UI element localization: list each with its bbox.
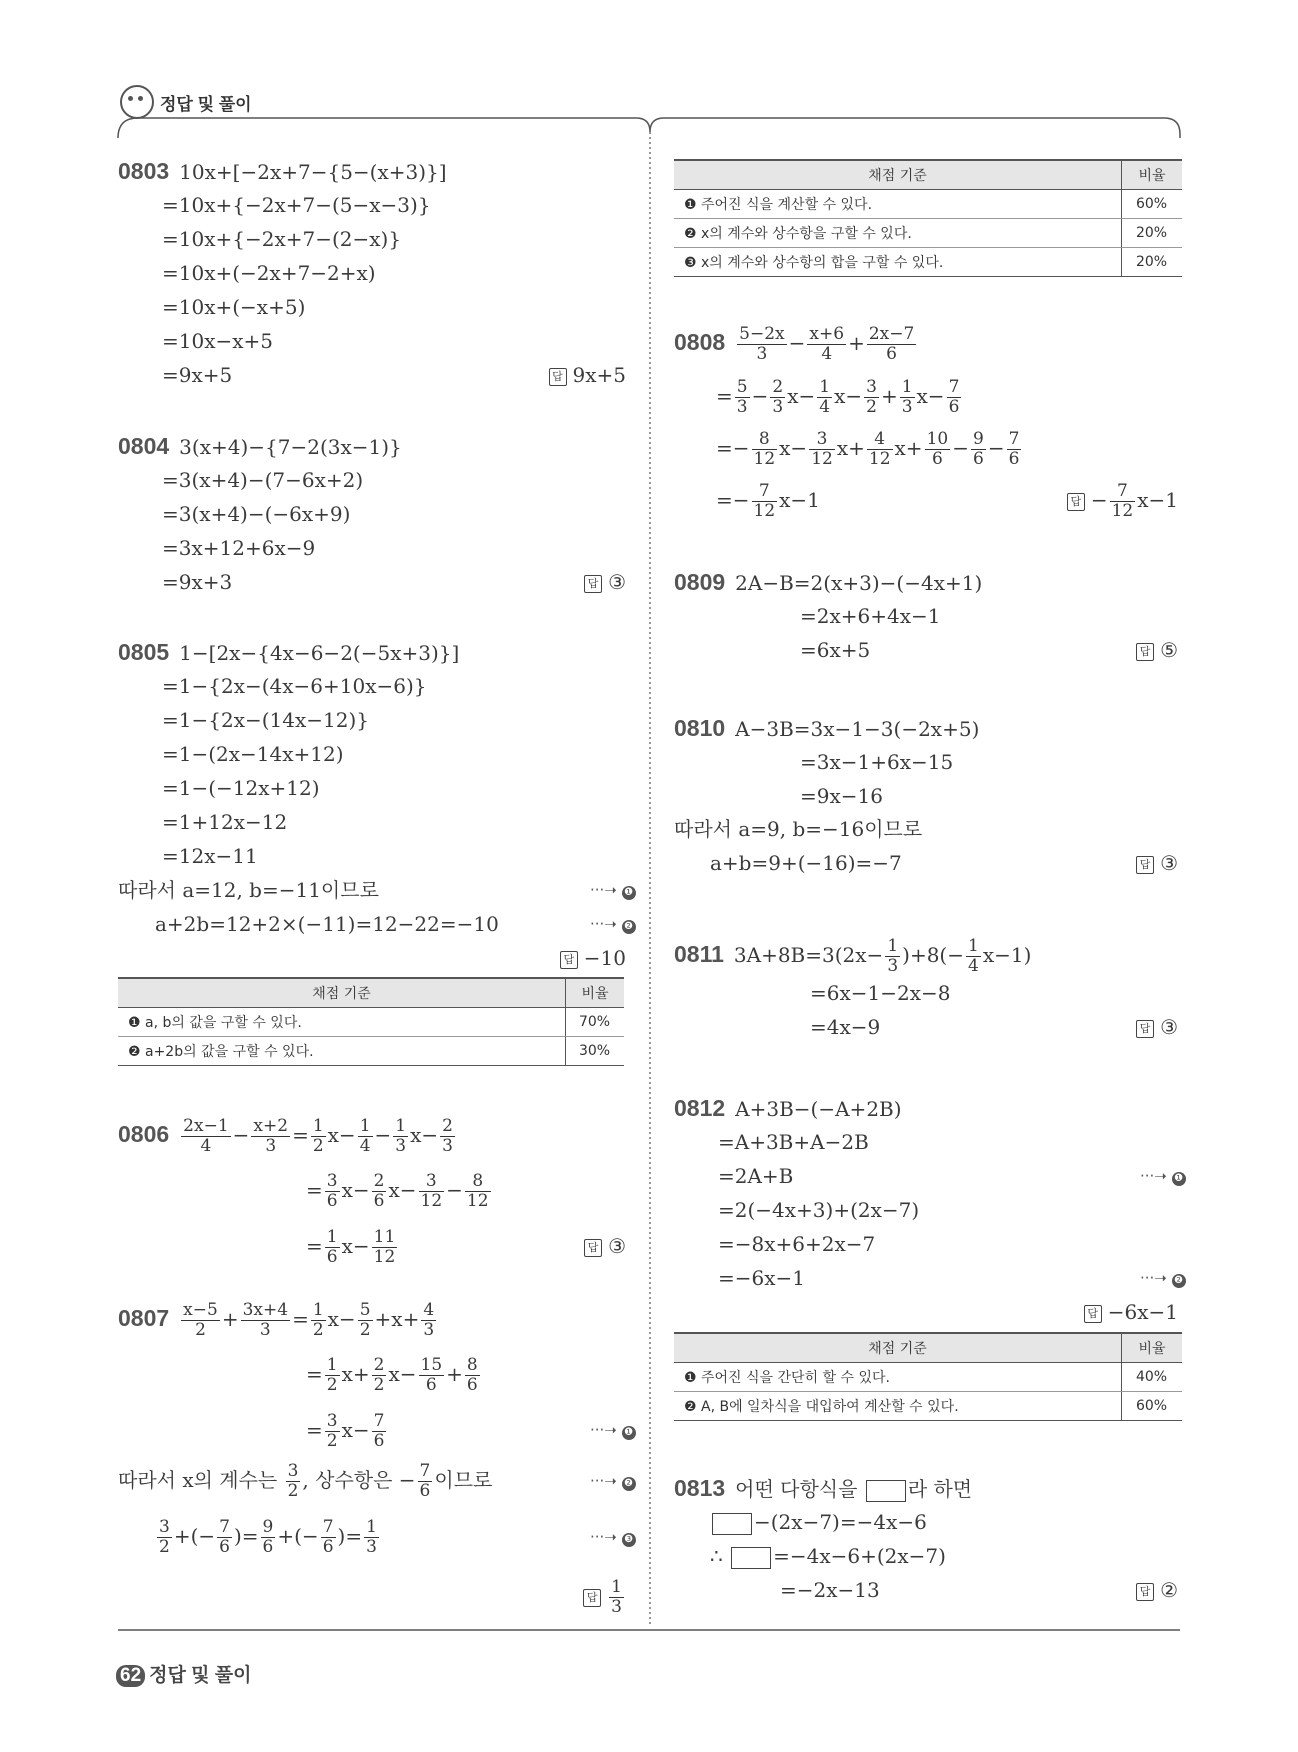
- answer-value: ③: [608, 1234, 626, 1258]
- expr-line: = $\frac{1}{2}$ x+ $\frac{2}{2}$ x− $\frac{15}{6}$ + $\frac{8}{6}$: [306, 1355, 478, 1395]
- header-title: 정답 및 풀이: [160, 94, 252, 114]
- text-line: 따라서 x의 계수는 $\frac{3}{2}$ , 상수항은 − $\frac{7}{6}$ 이므로: [118, 1461, 493, 1501]
- problem-0808: [674, 318, 918, 366]
- step-marker-1: ···➝ ❶: [1140, 1167, 1186, 1186]
- text-line: 따라서 a=9, b=−16이므로: [674, 817, 923, 841]
- text-line: 어떤 다항식을: [735, 1477, 858, 1501]
- answer-0809: [1136, 634, 1178, 666]
- expr-line: 3A+8B=3(2x− $\frac{1}{3}$ )+8(− $\frac{1}{4}$ x−1): [733, 936, 1032, 976]
- expr-line: =3(x+4)−(−6x+9): [162, 502, 351, 526]
- expr-line: =− $\frac{8}{12}$ x− $\frac{3}{12}$ x+ $\frac{4}{12}$ x+ $\frac{10}{6}$ − $\frac{9}{6}$ − $\frac{7}{6}$: [716, 429, 1020, 469]
- problem-number: 0812: [674, 1095, 726, 1121]
- problem-0810: [674, 712, 979, 744]
- problem-0804: [118, 430, 402, 462]
- answer-0808: 답 − $\frac{7}{12}$ x−1: [1067, 476, 1178, 524]
- answer-value: ③: [1160, 1015, 1178, 1039]
- step-marker-3: ···➝ ❸: [590, 1528, 636, 1547]
- answer-value: −6x−1: [1107, 1300, 1178, 1324]
- blank-box: [866, 1480, 906, 1502]
- problem-0803: [118, 155, 447, 187]
- problem-number: 0813: [674, 1475, 726, 1501]
- text-line: 따라서 a=12, b=−11이므로: [118, 878, 379, 902]
- expr-line: =1−(2x−14x+12): [162, 742, 344, 766]
- answer-icon: 답: [1136, 856, 1154, 874]
- table-cell: ❷ a+2b의 값을 구할 수 있다.: [118, 1037, 566, 1066]
- table-header: 채점 기준: [674, 1333, 1122, 1363]
- step-marker-1: ···➝ ❶: [590, 881, 636, 900]
- expr-line: =2(−4x+3)+(2x−7): [718, 1198, 920, 1222]
- answer-icon: 답: [584, 575, 602, 593]
- answer-value: ③: [608, 570, 626, 594]
- answer-0810: [1136, 847, 1178, 879]
- expr-line: =−8x+6+2x−7: [718, 1232, 876, 1256]
- problem-0811: [674, 930, 1031, 978]
- answer-icon: 답: [1136, 1020, 1154, 1038]
- problem-0813: [674, 1472, 972, 1504]
- table-cell: ❶ a, b의 값을 구할 수 있다.: [118, 1008, 566, 1037]
- expr-line: 2A−B=2(x+3)−(−4x+1): [735, 571, 983, 595]
- problem-number: 0807: [118, 1305, 170, 1331]
- expr-line: =3(x+4)−(7−6x+2): [162, 468, 364, 492]
- expr-line: = $\frac{3}{6}$ x− $\frac{2}{6}$ x− $\frac{3}{12}$ − $\frac{8}{12}$: [306, 1171, 489, 1211]
- table-header: 비율: [1122, 160, 1183, 190]
- expr-line: =10x−x+5: [162, 329, 274, 353]
- expr-line: =3x−1+6x−15: [800, 750, 954, 774]
- text-line: a+b=9+(−16)=−7: [710, 851, 902, 875]
- answer-icon: 답: [584, 1239, 602, 1257]
- expr-line: =−2x−13: [780, 1578, 880, 1602]
- expr-line: $\frac{x-5}{2}$ + $\frac{3x+4}{3}$ = $\frac{1}{2}$ x− $\frac{5}{2}$ +x+ $\frac{4}{3}$: [183, 1300, 435, 1340]
- answer-icon: 답: [1067, 493, 1085, 511]
- expr-line: 10x+[−2x+7−{5−(x+3)}]: [179, 160, 447, 184]
- expr-line: =A+3B+A−2B: [718, 1130, 869, 1154]
- page-footer: [116, 1660, 251, 1687]
- answer-0807: 답 $\frac{1}{3}$: [583, 1572, 626, 1620]
- expr-line: =−6x−1: [718, 1266, 806, 1290]
- answer-icon: 답: [549, 368, 567, 386]
- expr-line: ∴ =−4x−6+(2x−7): [710, 1544, 946, 1568]
- table-header: 비율: [566, 978, 625, 1008]
- answer-value: ③: [1160, 851, 1178, 875]
- expr-line: = $\frac{3}{2}$ x− $\frac{7}{6}$: [306, 1411, 385, 1451]
- problem-0805: [118, 636, 459, 668]
- expr-line: A−3B=3x−1−3(−2x+5): [735, 717, 980, 741]
- problem-0809: [674, 566, 982, 598]
- expr-line: =12x−11: [162, 844, 258, 868]
- expr-line: =2A+B: [718, 1164, 794, 1188]
- table-cell: 30%: [566, 1037, 625, 1066]
- table-cell: ❶ 주어진 식을 계산할 수 있다.: [674, 190, 1122, 219]
- table-cell: 60%: [1122, 190, 1183, 219]
- expr-line: =6x+5: [800, 638, 871, 662]
- answer-0806: [584, 1230, 626, 1262]
- step-marker-2: ···➝ ❷: [590, 915, 636, 934]
- expr-line: $\frac{2x-1}{4}$ − $\frac{x+2}{3}$ = $\frac{1}{2}$ x− $\frac{1}{4}$ − $\frac{1}{3}$ x− $\frac{2}{3}$: [183, 1116, 453, 1156]
- blank-box: [712, 1513, 752, 1535]
- expr-line: =1+12x−12: [162, 810, 288, 834]
- expr-line: =6x−1−2x−8: [810, 981, 951, 1005]
- answer-0811: [1136, 1011, 1178, 1043]
- expr-line: = $\frac{1}{6}$ x− $\frac{11}{12}$: [306, 1227, 396, 1267]
- answer-icon: 답: [583, 1589, 601, 1607]
- expr-line: =9x+5: [162, 363, 233, 387]
- answer-icon: 답: [1136, 1583, 1154, 1601]
- expr-line: =3x+12+6x−9: [162, 536, 316, 560]
- step-marker-2: ···➝ ❷: [590, 1472, 636, 1491]
- table-header: 채점 기준: [118, 978, 566, 1008]
- footer-title: 정답 및 풀이: [149, 1665, 252, 1686]
- table-cell: 40%: [1122, 1363, 1183, 1392]
- answer-0803: [549, 359, 627, 391]
- answer-0813: [1136, 1574, 1178, 1606]
- text-line: a+2b=12+2×(−11)=12−22=−10: [155, 912, 499, 936]
- problem-number: 0806: [118, 1121, 170, 1147]
- expr-line: =1−{2x−(4x−6+10x−6)}: [162, 674, 427, 698]
- problem-0812: [674, 1092, 902, 1124]
- table-cell: 70%: [566, 1008, 625, 1037]
- answer-value: 9x+5: [572, 363, 626, 387]
- expr-line: =10x+{−2x+7−(2−x)}: [162, 227, 402, 251]
- expr-line: A+3B−(−A+2B): [735, 1097, 902, 1121]
- table-cell: 60%: [1122, 1392, 1183, 1421]
- scoring-table-0807: [674, 159, 1182, 277]
- problem-number: 0811: [674, 941, 724, 967]
- answer-0812: [1084, 1296, 1178, 1328]
- problem-number: 0810: [674, 715, 726, 741]
- table-cell: ❶ 주어진 식을 간단히 할 수 있다.: [674, 1363, 1122, 1392]
- step-marker-1: ···➝ ❶: [590, 1421, 636, 1440]
- answer-icon: 답: [1084, 1305, 1102, 1323]
- problem-0807: [118, 1294, 438, 1342]
- table-cell: 20%: [1122, 248, 1183, 277]
- table-cell: ❸ x의 계수와 상수항의 합을 구할 수 있다.: [674, 248, 1122, 277]
- table-cell: ❷ A, B에 일차식을 대입하여 계산할 수 있다.: [674, 1392, 1122, 1421]
- answer-value: −10: [583, 946, 626, 970]
- problem-number: 0803: [118, 158, 170, 184]
- page-number: 62: [116, 1665, 145, 1687]
- answer-0805: [560, 942, 626, 974]
- expr-line: 1−[2x−{4x−6−2(−5x+3)}]: [179, 641, 460, 665]
- problem-number: 0809: [674, 569, 726, 595]
- expr-line: = $\frac{5}{3}$ − $\frac{2}{3}$ x− $\frac{1}{4}$ x− $\frac{3}{2}$ + $\frac{1}{3}$ x− $\frac{7}{6}$: [716, 377, 960, 417]
- text-line: 라 하면: [907, 1477, 973, 1501]
- answer-0804: [584, 566, 626, 598]
- table-header: 비율: [1122, 1333, 1183, 1363]
- answer-value: ⑤: [1160, 638, 1178, 662]
- expr-line: $\frac{5-2x}{3}$ − $\frac{x+6}{4}$ + $\frac{2x-7}{6}$: [739, 324, 915, 364]
- expr-line: =1−{2x−(14x−12)}: [162, 708, 369, 732]
- page-header: [120, 86, 252, 118]
- table-cell: 20%: [1122, 219, 1183, 248]
- expr-line: =9x+3: [162, 570, 233, 594]
- problem-number: 0808: [674, 329, 726, 355]
- expr-line: =10x+{−2x+7−(5−x−3)}: [162, 193, 431, 217]
- scoring-table-0805: [118, 977, 624, 1066]
- mascot-icon: [120, 85, 154, 119]
- expr-line: =9x−16: [800, 784, 883, 808]
- answer-icon: 답: [1136, 643, 1154, 661]
- expr-line: =10x+(−x+5): [162, 295, 306, 319]
- expr-line: =4x−9: [810, 1015, 881, 1039]
- problem-number: 0805: [118, 639, 170, 665]
- table-cell: ❷ x의 계수와 상수항을 구할 수 있다.: [674, 219, 1122, 248]
- expr-line: =2x+6+4x−1: [800, 604, 941, 628]
- answer-value: ②: [1160, 1578, 1178, 1602]
- table-header: 채점 기준: [674, 160, 1122, 190]
- expr-line: =− $\frac{7}{12}$ x−1: [716, 481, 820, 521]
- answer-icon: 답: [560, 951, 578, 969]
- step-marker-2: ···➝ ❷: [1140, 1269, 1186, 1288]
- blank-box: [731, 1547, 771, 1569]
- problem-0806: [118, 1110, 457, 1158]
- scoring-table-0812: [674, 1332, 1182, 1421]
- expr-line: =10x+(−2x+7−2+x): [162, 261, 376, 285]
- expr-line: =1−(−12x+12): [162, 776, 320, 800]
- expr-line: −(2x−7)=−4x−6: [710, 1506, 927, 1538]
- expr-line: 3(x+4)−{7−2(3x−1)}: [179, 435, 402, 459]
- expr-line: $\frac{3}{2}$ +(− $\frac{7}{6}$ )= $\frac{9}{6}$ +(− $\frac{7}{6}$ )= $\frac{1}{3}$: [159, 1517, 377, 1557]
- problem-number: 0804: [118, 433, 170, 459]
